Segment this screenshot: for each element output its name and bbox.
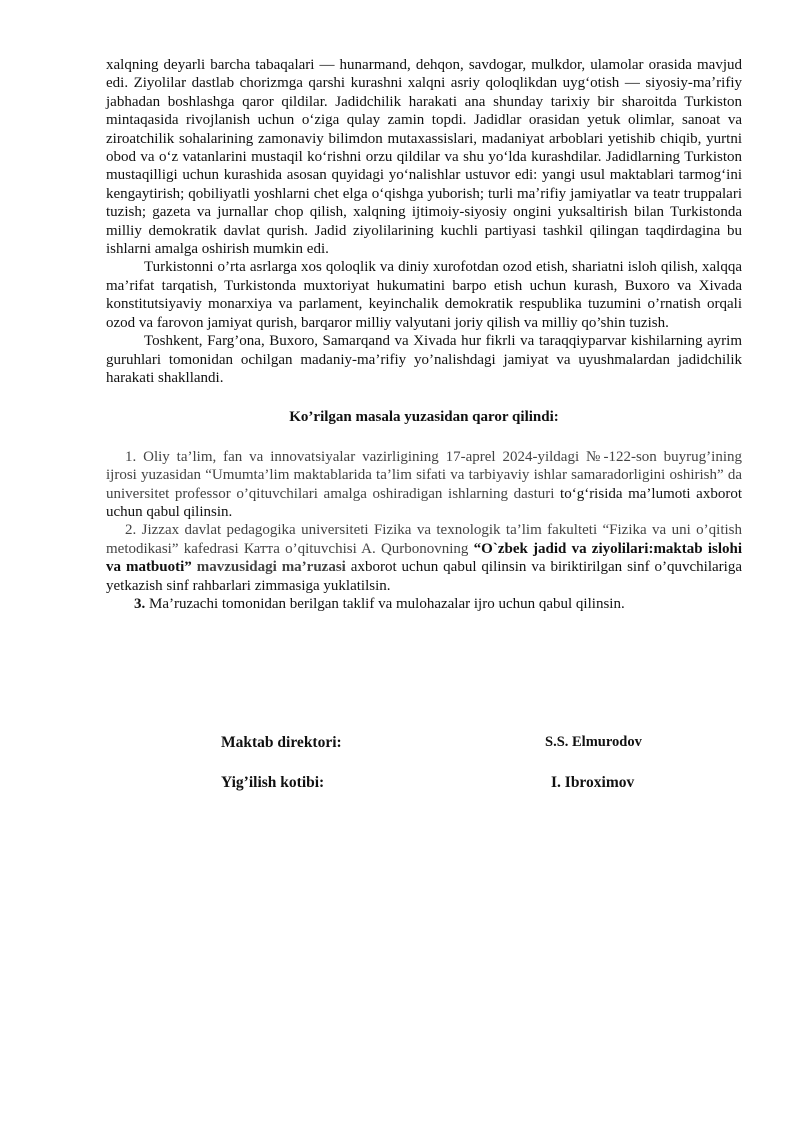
decision-item-2-topic: mavzusidagi ma’ruzasi (196, 559, 346, 576)
decision-item-2 (106, 521, 742, 595)
decision-item-1-tail: to‘g‘risida ma’lumoti axborot uchun qabul qilinsin. (106, 485, 743, 520)
secretary-label: Yig’ilish kotibi: (221, 774, 325, 791)
decision-item-1-text: 1. Oliy ta’lim, fan va innovatsiyalar vazirligining 17-aprel 2024-yildagi №-122-son buyrug’ining ijrosi yuzasidan “Umumta’lim maktablarida ta’lim sifati va tarbiyaviy ishlar samaradorligini oshirish” da universitet professor o’qituvchilari amalga oshiradigan ishlarning dasturi (106, 448, 742, 502)
paragraph-3: Toshkent, Farg’ona, Buxoro, Samarqand va Xivada hur fikrli va taraqqiyparvar kishilarning ayrim guruhlari tomonidan ochilgan madaniy-ma’rifiy yo’nalishdagi jamiyat va uyushmalardan jadidchilik harakati shakllandi. (106, 333, 742, 386)
decision-item-2-intro: 2. Jizzax davlat pedagogika universiteti Fizika va texnologik ta’lim fakulteti “Fizika va uni o’qitish metodikasi” kafedrasi Катта o’qituvchisi A. Qurbonovning (106, 522, 742, 557)
director-name: S.S. Elmurodov (545, 734, 642, 750)
signature-block (221, 734, 661, 814)
decision-item-2-rest: axborot uchun qabul qilinsin va biriktirilgan sinf o’quvchilariga yetkazish sinf rahbarlari zimmasiga yuklatilsin. (106, 559, 742, 594)
decision-item-3-number: 3. (134, 595, 146, 612)
secretary-signature-row (221, 774, 661, 814)
paragraph-2: Turkistonni o’rta asrlarga xos qoloqlik va diniy xurofotdan ozod etish, shariatni isloh qilish, xalqqa ma’rifat tarqatish, Turkistonda muxtoriyat hukumatini barpo etish uchun kurash, Buxoro va Xivada konstitutsiyaviy monarxiya va parlament, keyinchalik demokratik respublika tuzumini o’rnatish orqali ozod va farovon jamiyat qurish, barqaror milliy valyutani joriy qilish va milliy qo’shin tuzish. (106, 259, 742, 331)
decision-heading: Ko’rilgan masala yuzasidan qaror qilindi: (289, 409, 559, 426)
document-body (106, 56, 742, 613)
decision-item-3 (106, 595, 742, 613)
secretary-name: I. Ibroximov (551, 774, 635, 791)
paragraph-1: xalqning deyarli barcha tabaqalari — hunarmand, dehqon, savdogar, mulkdor, ulamolar orasida mavjud edi. Ziyolilar dastlab chorizmga qarshi kurashni xalqni asriy qoloqlikdan uygʻotish — siyosiy-maʼrifiy jabhadan boshlashga qaror qildilar. Jadidchilik harakati ana shunday tarixiy bir sharoitda Turkiston mintaqasida rivojlanish uchun oʻziga qulay zamin topdi. Jadidlar orasidan yetuk olimlar, sanoat va ziroatchilik sohalarining zamonaviy bilimdon mutaxassislari, madaniyat arboblari yetishib chiqib, yurtni obod va oʻz vatanlarini mustaqil koʻrishni orzu qildilar va shu yoʻlda kurashdilar. Jadidlarning Turkiston mustaqilligi uchun kurashida asosan quyidagi yoʻnalishlar ustuvor edi: yangi usul maktablari tarmogʻini kengaytirish; qobiliyatli yoshlarni chet elga oʻqishga yuborish; turli maʼrifiy jamiyatlar va teatr truppalari tuzish; gazeta va jurnallar chop qilish, xalqning ijtimoiy-siyosiy ongini yuksaltirish bilan Turkistonda milliy demokratik davlat qurish. Jadid ziyolilarining kuchli partiyasi tashkil qilingan taqdirdagina bu ishlarni amalga oshirish mumkin edi. (106, 57, 742, 258)
lecture-title: “O`zbek jadid va ziyolilari:maktab islohi va matbuoti” (106, 540, 743, 576)
director-signature-row (221, 734, 661, 774)
decision-item-1 (106, 448, 742, 522)
decision-item-3-text: Ma’ruzachi tomonidan berilgan taklif va mulohazalar ijro uchun qabul qilinsin. (145, 595, 625, 612)
director-label: Maktab direktori: (221, 734, 342, 751)
